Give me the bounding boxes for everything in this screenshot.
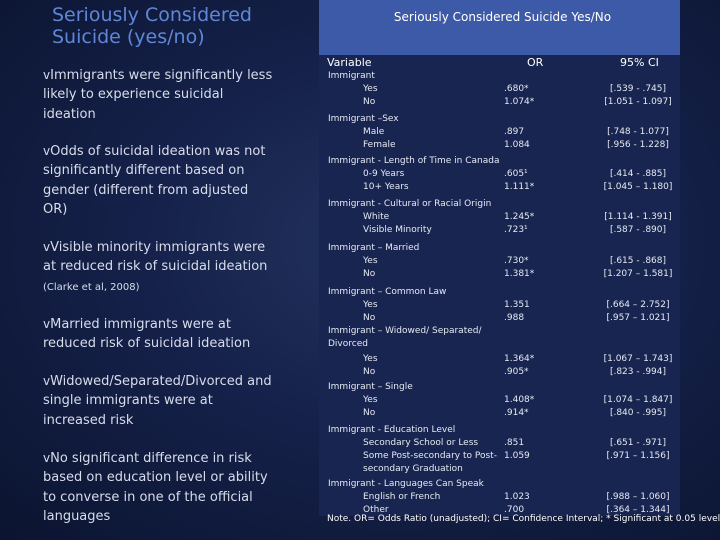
bullet-text: Widowed/Separated/Divorced and single immigrants were at increased risk xyxy=(43,374,272,428)
table-group-label: Immigrant – Single xyxy=(328,382,413,392)
table-row-label: Yes xyxy=(363,300,378,310)
table-cell-or: 1.364* xyxy=(504,354,535,364)
table-row-label: Yes xyxy=(363,395,378,405)
table-row-label: No xyxy=(363,269,376,279)
bullet-item xyxy=(43,238,275,297)
table-row-label: Yes xyxy=(363,84,378,94)
bullet-item xyxy=(43,315,275,355)
diamond-bullet-icon: v xyxy=(43,68,51,82)
table-cell-or: .605¹ xyxy=(504,169,528,179)
diamond-bullet-icon: v xyxy=(43,144,51,158)
column-header-or: OR xyxy=(527,56,544,69)
table-row-label: Secondary School or Less xyxy=(363,438,479,448)
table-row-label: 10+ Years xyxy=(363,182,409,192)
table-cell-or: .851 xyxy=(504,438,525,448)
bullet-item xyxy=(43,142,275,221)
table-cell-or: .723¹ xyxy=(504,225,528,235)
diamond-bullet-icon: v xyxy=(43,317,51,331)
bullet-item xyxy=(43,66,275,125)
table-group-label: Immigrant –Sex xyxy=(328,114,399,124)
table-group-label: Immigrant – Married xyxy=(328,243,420,253)
bullet-text: Married immigrants were at reduced risk of suicidal ideation xyxy=(43,317,251,352)
slide-title: Seriously Considered Suicide (yes/no) xyxy=(52,4,252,48)
table-row-label: White xyxy=(363,212,390,222)
table-group-label: Immigrant – Common Law xyxy=(328,287,447,297)
table-cell-or: 1.059 xyxy=(504,451,530,461)
table-group-label: Immigrant - Cultural or Racial Origin xyxy=(328,199,492,209)
table-cell-or: .897 xyxy=(504,127,525,137)
bullet-text: Visible minority immigrants were at reduced risk of suicidal ideation xyxy=(43,240,268,275)
bullet-text: No significant difference in risk based on education level or ability to converse in one of the official languages xyxy=(43,451,268,525)
table-cell-ci: [1.207 – 1.581] xyxy=(603,269,673,279)
table-cell-ci: [1.051 - 1.097] xyxy=(604,97,672,107)
table-row-label: Yes xyxy=(363,256,378,266)
bullet-item xyxy=(43,372,275,431)
diamond-bullet-icon: v xyxy=(43,374,51,388)
table-cell-ci: [1.067 – 1.743] xyxy=(603,354,673,364)
table-cell-or: .988 xyxy=(504,313,525,323)
table-cell-ci: [.840 - .995] xyxy=(609,408,667,418)
table-row-label: English or French xyxy=(363,492,441,502)
table-row-label: Yes xyxy=(363,354,378,364)
table-group-label: Immigrant - Length of Time in Canada xyxy=(328,156,500,166)
table-cell-ci: [.971 – 1.156] xyxy=(606,451,670,461)
table-row-label: Male xyxy=(363,127,385,137)
table-cell-ci: [.414 - .885] xyxy=(609,169,667,179)
table-cell-ci: [.587 - .890] xyxy=(609,225,667,235)
bullet-text: Odds of suicidal ideation was not significantly different based on gender (different from adjusted OR) xyxy=(43,144,266,218)
table-cell-or: .905* xyxy=(504,367,529,377)
table-cell-or: 1.074* xyxy=(504,97,535,107)
table-cell-ci: [.539 - .745] xyxy=(609,84,667,94)
table-cell-ci: [.957 – 1.021] xyxy=(606,313,670,323)
table-group-label: Immigrant – Widowed/ Separated/ Divorced xyxy=(328,326,482,349)
table-row-label: Some Post-secondary to Post-secondary Graduation xyxy=(363,451,497,474)
table-cell-or: .700 xyxy=(504,505,525,515)
diamond-bullet-icon: v xyxy=(43,451,51,465)
table-cell-or: 1.111* xyxy=(504,182,535,192)
table-cell-or: .680* xyxy=(504,84,529,94)
table-cell-ci: [.664 – 2.752] xyxy=(606,300,670,310)
table-note: Note. OR= Odds Ratio (unadjusted); CI= Confidence Interval; * Significant at 0.05 level xyxy=(327,514,720,524)
table-cell-ci: [.988 – 1.060] xyxy=(606,492,670,502)
table-row-label: No xyxy=(363,408,376,418)
table-cell-or: .730* xyxy=(504,256,529,266)
table-cell-or: 1.381* xyxy=(504,269,535,279)
table-cell-ci: [.823 - .994] xyxy=(609,367,667,377)
table-title: Seriously Considered Suicide Yes/No xyxy=(393,10,612,24)
table-cell-ci: [1.114 - 1.391] xyxy=(604,212,672,222)
table-cell-or: 1.245* xyxy=(504,212,535,222)
column-header-ci: 95% CI xyxy=(620,56,659,69)
table-cell-or: .914* xyxy=(504,408,529,418)
table-cell-ci: [.615 - .868] xyxy=(609,256,667,266)
column-header-variable: Variable xyxy=(327,56,372,69)
bullet-citation: (Clarke et al, 2008) xyxy=(43,281,140,293)
table-row-label: 0-9 Years xyxy=(363,169,405,179)
table-cell-ci: [.956 - 1.228] xyxy=(607,140,669,150)
table-row-label: No xyxy=(363,313,376,323)
table-row-label: No xyxy=(363,367,376,377)
table-cell-ci: [1.045 – 1.180] xyxy=(603,182,673,192)
diamond-bullet-icon: v xyxy=(43,240,51,254)
table-row-label: Other xyxy=(363,505,389,515)
table-cell-ci: [.364 – 1.344] xyxy=(606,505,670,515)
table-cell-ci: [.748 - 1.077] xyxy=(607,127,669,137)
bullet-text: Immigrants were significantly less likely to experience suicidal ideation xyxy=(43,68,273,122)
table-group-label: Immigrant - Languages Can Speak xyxy=(328,479,484,489)
table-group-label: Immigrant - Education Level xyxy=(328,425,456,435)
table-cell-or: 1.408* xyxy=(504,395,535,405)
table-row-label: Visible Minority xyxy=(363,225,432,235)
table-cell-ci: [1.074 – 1.847] xyxy=(603,395,673,405)
table-cell-or: 1.023 xyxy=(504,492,530,502)
bullet-item xyxy=(43,449,275,528)
table-cell-or: 1.351 xyxy=(504,300,530,310)
table-row-label: Female xyxy=(363,140,396,150)
table-cell-or: 1.084 xyxy=(504,140,530,150)
table-row-label: No xyxy=(363,97,376,107)
table-group-label: Immigrant xyxy=(328,71,375,81)
table-cell-ci: [.651 - .971] xyxy=(609,438,667,448)
